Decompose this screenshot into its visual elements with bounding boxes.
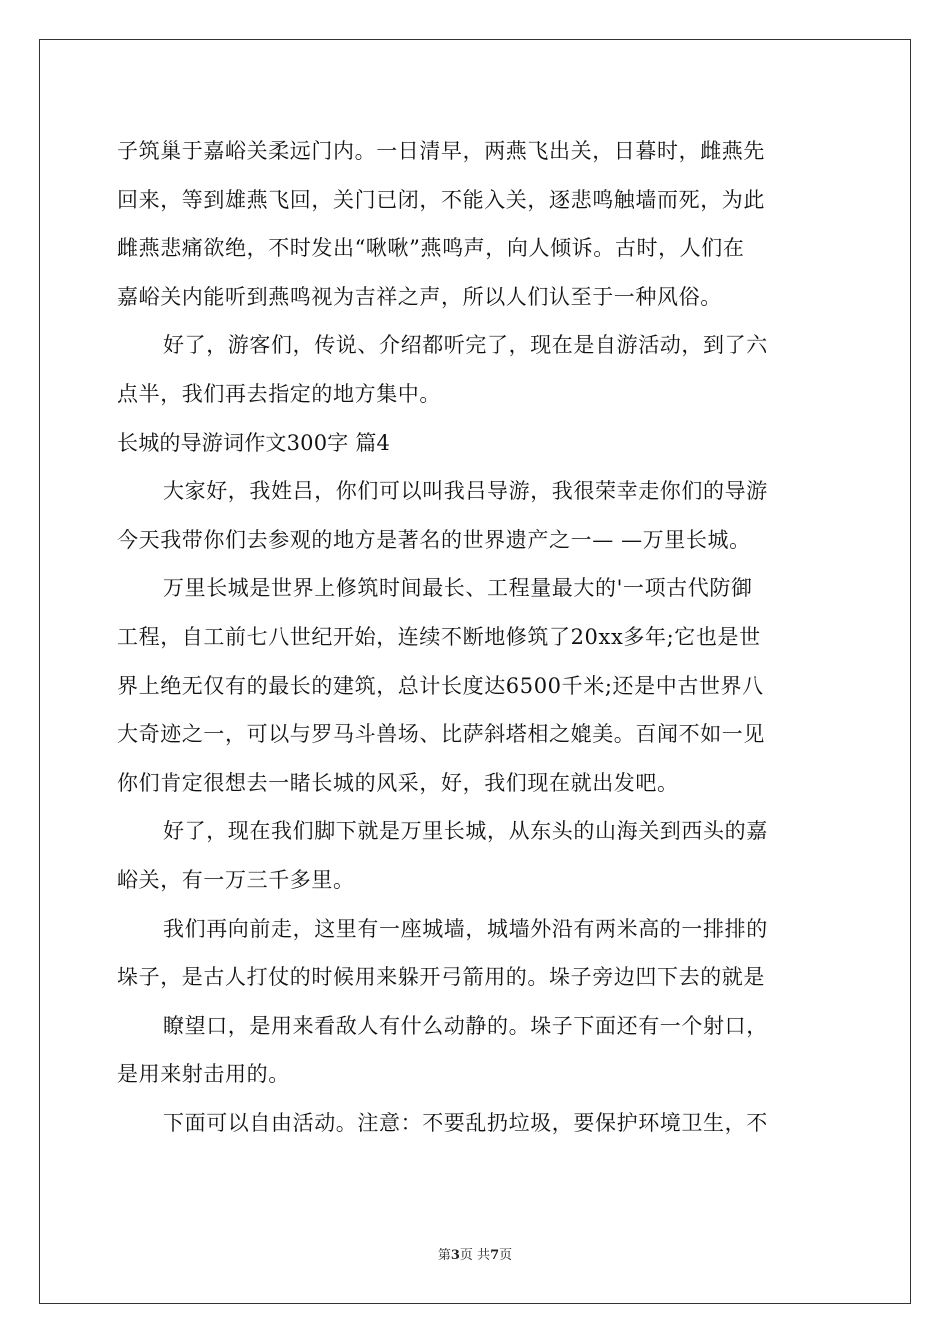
document-body xyxy=(117,127,833,1147)
text-line: 界上绝无仅有的最长的建筑，总计长度达6500千米;还是中古世界八 xyxy=(117,673,764,698)
text-line: 万里长城是世界上修筑时间最长、工程量最大的'一项古代防御 xyxy=(163,576,753,601)
text-line: 好了，现在我们脚下就是万里长城，从东头的山海关到西头的嘉 xyxy=(163,819,768,844)
text-line: 工程，自工前七八世纪开始，连续不断地修筑了20xx多年;它也是世 xyxy=(117,624,761,649)
text-line: 大家好，我姓吕，你们可以叫我吕导游，我很荣幸走你们的导游 xyxy=(163,479,768,504)
current-page-number: 3 xyxy=(450,1248,460,1263)
text-line: 峪关，有一万三千多里。 xyxy=(117,867,355,892)
text-line: 瞭望口，是用来看敌人有什么动静的。垛子下面还有一个射口， xyxy=(163,1013,768,1038)
text-line: 大奇迹之一，可以与罗马斗兽场、比萨斜塔相之媲美。百闻不如一见 xyxy=(117,722,765,747)
text-line: 你们肯定很想去一睹长城的风采，好，我们现在就出发吧。 xyxy=(117,770,679,795)
text-line: 垛子，是古人打仗的时候用来躲开弓箭用的。垛子旁边凹下去的就是 xyxy=(117,965,765,990)
text-line: 嘉峪关内能听到燕鸣视为吉祥之声，所以人们认至于一种风俗。 xyxy=(117,284,722,309)
text-line: 我们再向前走，这里有一座城墙，城墙外沿有两米高的一排排的 xyxy=(163,916,768,941)
section-heading: 长城的导游词作文300字 篇4 xyxy=(117,430,391,455)
text-line: 子筑巢于嘉峪关柔远门内。一日清早，两燕飞出关，日暮时，雌燕先 xyxy=(117,139,765,163)
footer-prefix: 第 xyxy=(437,1248,451,1263)
page-footer xyxy=(0,1246,950,1266)
text-line: 今天我带你们去参观的地方是著名的世界遗产之一— —万里长城。 xyxy=(117,527,751,552)
text-line: 雌燕悲痛欲绝，不时发出“啾啾”燕鸣声，向人倾诉。古时，人们在 xyxy=(117,236,745,261)
text-line: 下面可以自由活动。注意：不要乱扔垃圾，要保护环境卫生，不 xyxy=(163,1110,768,1135)
text-line: 好了，游客们，传说、介绍都听完了，现在是自游活动，到了六 xyxy=(163,333,768,358)
total-page-count: 7 xyxy=(490,1248,500,1263)
text-line: 点半，我们再去指定的地方集中。 xyxy=(117,381,441,406)
footer-suffix: 页 xyxy=(499,1248,513,1263)
text-line: 是用来射击用的。 xyxy=(117,1062,290,1087)
text-line: 回来，等到雄燕飞回，关门已闭，不能入关，逐悲鸣触墙而死，为此 xyxy=(117,187,765,212)
footer-middle: 页 共 xyxy=(459,1248,491,1263)
